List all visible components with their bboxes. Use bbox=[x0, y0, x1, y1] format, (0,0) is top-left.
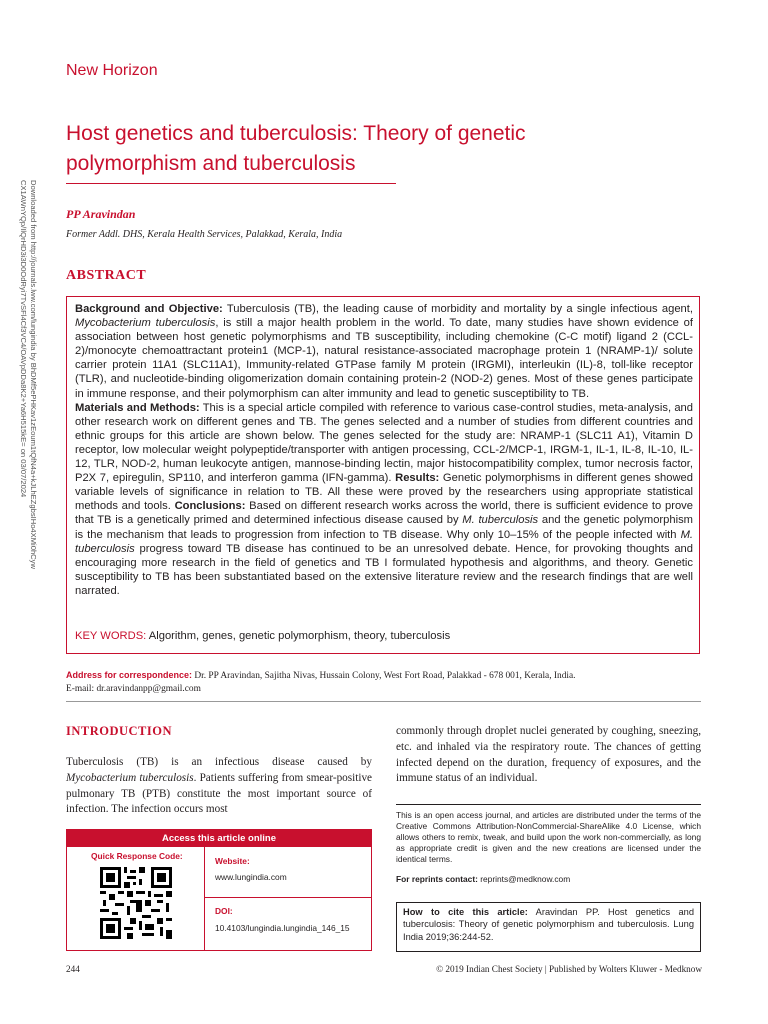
keywords-text: Algorithm, genes, genetic polymorphism, theory, tuberculosis bbox=[146, 629, 451, 642]
abstract-body bbox=[75, 302, 693, 598]
intro-paragraph-right: commonly through droplet nuclei generated by coughing, sneezing, etc. and inhaled via the respiratory route. The chances of getting infected depend on the duration, frequency of exposures, and the immune status of an individual. bbox=[396, 725, 701, 785]
abstract-box bbox=[66, 296, 700, 654]
intro-text-1: Tuberculosis (TB) is an infectious disease caused by bbox=[66, 756, 372, 768]
website-label-text: Website: bbox=[215, 856, 250, 866]
download-note bbox=[19, 180, 54, 620]
download-note-line-2: CX1AWnYQp/IlQrHD3i3D0OdRyi7TvSFl4Cf3VC4/OAVpDDa8K2+Ya6H515kE= on 03/07/2024 bbox=[19, 180, 28, 498]
author-affiliation: Former Addl. DHS, Kerala Health Services, Palakkad, Kerala, India bbox=[66, 229, 343, 240]
abstract-heading: ABSTRACT bbox=[66, 268, 147, 283]
intro-heading: INTRODUCTION bbox=[66, 724, 173, 738]
conclusions-text-3: progress toward TB disease has continued to be an unresolved debate. Hence, for provoking thoughts and encouraging more research in the field of genetics and TB I formulated hypothesis and algorithms, and theory. Genetic susceptibility to TB has been substantiated based on the extensive literature review and the research findings that are well narrated. bbox=[75, 542, 693, 597]
doi-label bbox=[215, 906, 233, 917]
website-link[interactable]: www.lungindia.com bbox=[215, 872, 287, 882]
methods-text: This is a special article compiled with reference to various case-control studies, meta-analysis, and other research work on different genes and TB. The genes selected and a number of studies from different countries and ethnic groups for this article are shown below. The genes selected for the study are: NRAMP-1 (SLC11 A1), Vitamin D receptor, low molecular weight polypeptide/transporter with antigen processing, CCL-2/MCP-1, IRGM-1, IL-1, IL-8, IL-10, IL-12, TLR, NOD-2, human leukocyte antigen, mannose-binding lectin, major histocompatibility complex, tumor necrosis factor, P2X 7, epiregulin, SP110, and interferon gamma (IFN-gamma). bbox=[75, 401, 693, 485]
correspondence-email: E-mail: dr.aravindanpp@gmail.com bbox=[66, 684, 201, 694]
keywords-label: KEY WORDS: bbox=[75, 629, 147, 642]
results-text: Genetic polymorphisms in different genes showed variable levels of significance in relation to TB. All these were proved by the researchers using appropriate statistical methods and tools. bbox=[75, 472, 693, 513]
download-note-line-1: Downloaded from http://journals.lww.com/lungindia by BhDMf5ePHKav1zEoum1tQfN4a+kJLhEZgbsIHo4XMi0hCyw bbox=[29, 180, 38, 569]
qr-label: Quick Response Code: bbox=[91, 851, 183, 861]
keywords bbox=[75, 629, 693, 643]
access-divider bbox=[204, 897, 371, 898]
title-line-1: Host genetics and tuberculosis: Theory of genetic bbox=[66, 122, 526, 145]
citation-label: How to cite this article: bbox=[403, 907, 528, 917]
conclusions-text-1: Based on different research works across the world, there is sufficient evidence to prove that TB is a genetically primed and determined infectious disease caused by bbox=[75, 500, 693, 527]
license-note: This is an open access journal, and articles are distributed under the terms of the Creative Commons Attribution-NonCommercial-ShareAlike 4.0 License, which allows others to remix, tweak, and build upon the work non-commercially, as long as appropriate credit is given and the new creations are licensed under the identical terms. bbox=[396, 810, 701, 864]
conclusions-italic-2: M. tuberculosis bbox=[75, 528, 693, 555]
citation-box bbox=[396, 902, 701, 952]
correspondence-label: Address for correspondence: bbox=[66, 670, 193, 680]
background-text-1: Tuberculosis (TB), the leading cause of morbidity and mortality by a single infectious agent, bbox=[222, 303, 693, 315]
conclusions-label: Conclusions: bbox=[174, 500, 246, 513]
qr-code-icon[interactable] bbox=[100, 867, 172, 939]
correspondence bbox=[66, 669, 706, 696]
intro-text-2: . Patients suffering from smear-positive pulmonary TB (PTB) constitute the most important source of infection. The infection occurs most bbox=[66, 771, 373, 816]
section-label: New Horizon bbox=[66, 62, 158, 79]
background-italic: Mycobacterium tuberculosis bbox=[75, 317, 216, 330]
article-title bbox=[66, 119, 626, 179]
background-text-2: , is still a major health problem in the world. To date, many studies have shown evidence of association between host genetic polymorphisms and TB susceptibility, including chemokine (C-C motif) ligand 2 (CCL-2)/monocyte chemoattractant protein1 (MCP-1), natural resistance-associated macrophage protein 1 (NRAMP-1)/ solute carrier protein 11A1 (SLC11A1), Immunity-related GTPase family M protein (IRGMI), interleukin (IL)-8, toll-like receptor (TLR), and nucleotide-binding oligomerization domain containing protein-2 (NOD-2) genes. Most of these genes participate in immune response, and their polymorphism can alter immunity and lead to genetic susceptibility to TB. bbox=[75, 317, 693, 400]
reprints-label: For reprints contact: bbox=[396, 874, 478, 884]
title-rule bbox=[66, 183, 396, 184]
intro-italic: Mycobacterium tuberculosis bbox=[66, 771, 194, 784]
author-name: PP Aravindan bbox=[66, 207, 136, 221]
doi-link[interactable]: 10.4103/lungindia.lungindia_146_15 bbox=[215, 923, 350, 933]
website-label bbox=[215, 856, 250, 867]
copyright: © 2019 Indian Chest Society | Published by Wolters Kluwer - Medknow bbox=[436, 964, 702, 974]
citation-text: Aravindan PP. Host genetics and tuberculosis: Theory of genetic polymorphism and tuberculosis. Lung India 2019;36:244-52. bbox=[403, 907, 694, 942]
page-number: 244 bbox=[66, 964, 80, 974]
license-divider bbox=[396, 804, 701, 805]
reprints-contact: reprints@medknow.com bbox=[477, 874, 571, 884]
conclusions-text-2: and the genetic polymorphism is the mechanism that leads to progression from infection to TB disease. Why only 10–15% of the people infected with bbox=[75, 514, 694, 541]
reprints-line bbox=[396, 874, 570, 885]
intro-paragraph-left bbox=[66, 755, 372, 818]
methods-label: Materials and Methods: bbox=[75, 401, 200, 414]
doi-label-text: DOI: bbox=[215, 906, 233, 916]
background-label: Background and Objective: bbox=[75, 303, 223, 315]
title-line-2: polymorphism and tuberculosis bbox=[66, 152, 356, 175]
results-label: Results: bbox=[395, 472, 440, 485]
correspondence-divider bbox=[66, 701, 701, 702]
conclusions-italic-1: M. tuberculosis bbox=[462, 514, 539, 527]
correspondence-address: Dr. PP Aravindan, Sajitha Nivas, Hussain Colony, West Fort Road, Palakkad - 678 001, Kerala, India. bbox=[192, 671, 576, 681]
access-box bbox=[66, 829, 372, 951]
qr-panel bbox=[67, 847, 205, 950]
access-heading: Access this article online bbox=[67, 830, 371, 847]
